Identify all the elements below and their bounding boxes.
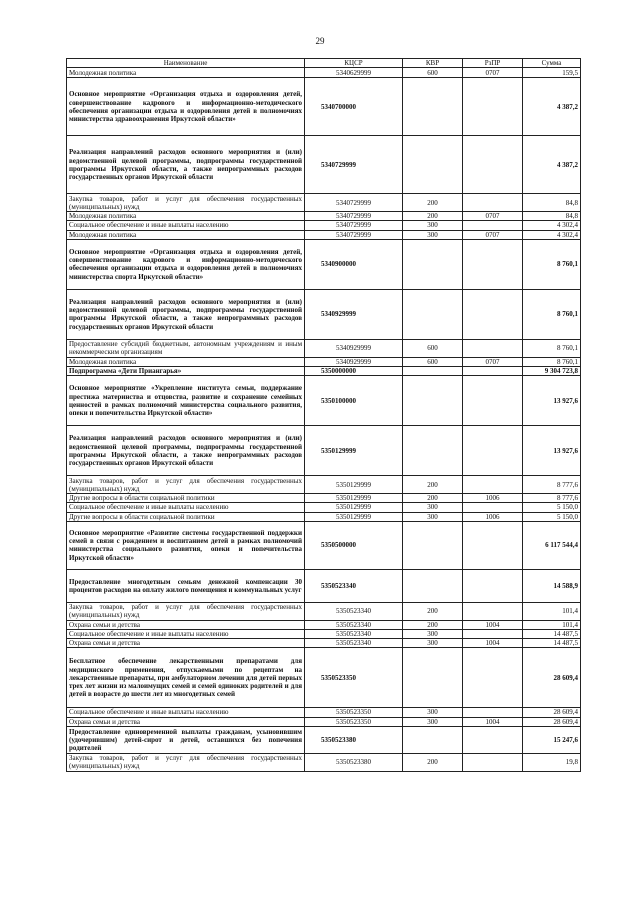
cell-name: Молодежная политика (67, 212, 305, 221)
table-row (67, 620, 581, 629)
cell-sum: 28 609,4 (523, 648, 581, 708)
cell-kvr: 300 (403, 503, 463, 512)
cell-rzpr (463, 78, 523, 136)
budget-table (66, 58, 581, 772)
cell-rzpr (463, 708, 523, 717)
cell-kcsr: 5340929999 (305, 357, 403, 366)
table-row (67, 376, 581, 426)
cell-rzpr (463, 376, 523, 426)
cell-name: Охрана семьи и детства (67, 620, 305, 629)
cell-rzpr (463, 476, 523, 494)
cell-kcsr: 5350523340 (305, 602, 403, 620)
header-name: Наименование (67, 59, 305, 68)
cell-sum: 14 487,5 (523, 630, 581, 639)
cell-rzpr (463, 136, 523, 194)
cell-name: Предоставление субсидий бюджетным, автономным учреждениям и иным некоммерческим организациям (67, 339, 305, 357)
cell-kvr (403, 239, 463, 289)
cell-kvr (403, 569, 463, 602)
cell-kvr: 300 (403, 630, 463, 639)
cell-kcsr: 5350100000 (305, 376, 403, 426)
cell-name: Реализация направлений расходов основного мероприятия и (или) ведомственной целевой программы, подпрограммы государственной программы Иркутской области, а также непрограммных расходов государственных органов Иркутской области (67, 136, 305, 194)
table-row (67, 726, 581, 753)
cell-kcsr: 5350129999 (305, 426, 403, 476)
cell-kvr: 300 (403, 708, 463, 717)
table-row (67, 717, 581, 726)
cell-name: Социальное обеспечение и иные выплаты населению (67, 221, 305, 230)
cell-kvr: 200 (403, 753, 463, 771)
cell-rzpr: 0707 (463, 230, 523, 239)
cell-kcsr: 5340929999 (305, 339, 403, 357)
cell-name: Социальное обеспечение и иные выплаты населению (67, 708, 305, 717)
cell-name: Другие вопросы в области социальной политики (67, 512, 305, 521)
cell-rzpr: 1006 (463, 512, 523, 521)
table-row (67, 753, 581, 771)
table-row (67, 68, 581, 78)
cell-rzpr (463, 569, 523, 602)
cell-kcsr: 5340700000 (305, 78, 403, 136)
cell-name: Молодежная политика (67, 357, 305, 366)
cell-kvr (403, 521, 463, 569)
table-row (67, 708, 581, 717)
cell-sum: 28 609,4 (523, 717, 581, 726)
cell-kvr: 300 (403, 717, 463, 726)
header-sum: Сумма (523, 59, 581, 68)
table-row (67, 221, 581, 230)
cell-name: Закупка товаров, работ и услуг для обеспечения государственных (муниципальных) нужд (67, 602, 305, 620)
cell-sum: 19,8 (523, 753, 581, 771)
cell-name: Молодежная политика (67, 230, 305, 239)
table-row (67, 239, 581, 289)
cell-name: Молодежная политика (67, 68, 305, 78)
cell-name: Бесплатное обеспечение лекарственными препаратами для медицинского применения, отпускаемыми по рецептам на лекарственные препараты, при амбулаторном лечении для детей первых трех лет жизни из малоимущих семей и семей одиноких родителей и для детей в возрасте до шести лет из многодетных семей (67, 648, 305, 708)
header-kcsr: КЦСР (305, 59, 403, 68)
cell-kcsr: 5350523350 (305, 717, 403, 726)
cell-kvr: 300 (403, 221, 463, 230)
cell-kvr: 600 (403, 68, 463, 78)
cell-name: Закупка товаров, работ и услуг для обеспечения государственных (муниципальных) нужд (67, 476, 305, 494)
cell-kvr: 200 (403, 494, 463, 503)
cell-sum: 6 117 544,4 (523, 521, 581, 569)
cell-kcsr: 5350129999 (305, 476, 403, 494)
cell-kcsr: 5350523380 (305, 753, 403, 771)
cell-sum: 14 487,5 (523, 639, 581, 648)
cell-rzpr (463, 367, 523, 376)
cell-name: Реализация направлений расходов основного мероприятия и (или) ведомственной целевой программы, подпрограммы государственной программы Иркутской области, а также непрограммных расходов государственных органов Иркутской области (67, 289, 305, 339)
table-row (67, 367, 581, 376)
table-row (67, 136, 581, 194)
cell-kvr (403, 726, 463, 753)
table-row (67, 602, 581, 620)
table-row (67, 230, 581, 239)
table-row (67, 426, 581, 476)
table-row (67, 569, 581, 602)
cell-sum: 4 302,4 (523, 221, 581, 230)
table-row (67, 289, 581, 339)
cell-sum: 8 760,1 (523, 339, 581, 357)
cell-kcsr: 5350523380 (305, 726, 403, 753)
cell-rzpr (463, 239, 523, 289)
table-row (67, 648, 581, 708)
cell-kvr (403, 289, 463, 339)
cell-sum: 13 927,6 (523, 426, 581, 476)
cell-kcsr: 5340929999 (305, 289, 403, 339)
cell-sum: 9 304 723,8 (523, 367, 581, 376)
cell-sum: 8 760,1 (523, 239, 581, 289)
cell-name: Социальное обеспечение и иные выплаты населению (67, 503, 305, 512)
cell-name: Основное мероприятие «Укрепление института семьи, поддержание престижа материнства и отцовства, развитие и сохранение семейных ценностей в рамках полномочий министерства социального развития, опеки и попечительства Иркутской области» (67, 376, 305, 426)
table-row (67, 194, 581, 212)
cell-kvr: 600 (403, 357, 463, 366)
cell-kcsr: 5340729999 (305, 221, 403, 230)
cell-sum: 13 927,6 (523, 376, 581, 426)
cell-sum: 159,5 (523, 68, 581, 78)
table-row (67, 630, 581, 639)
cell-rzpr: 0707 (463, 357, 523, 366)
cell-sum: 84,8 (523, 194, 581, 212)
header-rzpr: РзПР (463, 59, 523, 68)
cell-name: Основное мероприятие «Развитие системы государственной поддержки семей в связи с рождением и воспитанием детей в рамках полномочий министерства социального развития, опеки и попечительства Иркутской области» (67, 521, 305, 569)
page-number: 29 (315, 36, 325, 46)
table-row (67, 339, 581, 357)
cell-rzpr (463, 503, 523, 512)
cell-rzpr (463, 426, 523, 476)
cell-kvr (403, 136, 463, 194)
cell-kcsr: 5350523350 (305, 648, 403, 708)
cell-rzpr (463, 648, 523, 708)
cell-name: Основное мероприятие «Организация отдыха и оздоровления детей, совершенствование кадрового и информационно-методического обеспечения организации отдыха и оздоровления детей в полномочиях министерства здравоохранения Иркутской области» (67, 78, 305, 136)
table-body (67, 68, 581, 772)
cell-rzpr (463, 289, 523, 339)
table-row (67, 212, 581, 221)
cell-kvr (403, 78, 463, 136)
cell-kcsr: 5340729999 (305, 136, 403, 194)
cell-rzpr (463, 194, 523, 212)
table-row (67, 476, 581, 494)
cell-sum: 101,4 (523, 602, 581, 620)
cell-name: Социальное обеспечение и иные выплаты населению (67, 630, 305, 639)
cell-sum: 8 777,6 (523, 494, 581, 503)
cell-name: Охрана семьи и детства (67, 639, 305, 648)
cell-sum: 4 387,2 (523, 136, 581, 194)
cell-rzpr: 1004 (463, 717, 523, 726)
cell-rzpr: 1004 (463, 620, 523, 629)
cell-name: Другие вопросы в области социальной политики (67, 494, 305, 503)
cell-name: Реализация направлений расходов основного мероприятия и (или) ведомственной целевой программы, подпрограммы государственной программы Иркутской области, а также непрограммных расходов государственных органов Иркутской области (67, 426, 305, 476)
cell-kcsr: 5340629999 (305, 68, 403, 78)
table-row (67, 357, 581, 366)
cell-kvr (403, 376, 463, 426)
cell-rzpr (463, 339, 523, 357)
cell-rzpr (463, 753, 523, 771)
cell-sum: 14 588,9 (523, 569, 581, 602)
cell-name: Охрана семьи и детства (67, 717, 305, 726)
cell-kcsr: 5350523340 (305, 620, 403, 629)
table-row (67, 639, 581, 648)
cell-kcsr: 5350523340 (305, 569, 403, 602)
cell-kcsr: 5350129999 (305, 512, 403, 521)
cell-sum: 15 247,6 (523, 726, 581, 753)
cell-sum: 28 609,4 (523, 708, 581, 717)
cell-kvr: 200 (403, 194, 463, 212)
cell-kvr (403, 367, 463, 376)
table-row (67, 512, 581, 521)
cell-rzpr (463, 630, 523, 639)
cell-sum: 5 150,0 (523, 512, 581, 521)
cell-sum: 5 150,0 (523, 503, 581, 512)
cell-kvr: 200 (403, 476, 463, 494)
cell-kcsr: 5340729999 (305, 212, 403, 221)
cell-kcsr: 5350000000 (305, 367, 403, 376)
table-row (67, 78, 581, 136)
cell-sum: 8 760,1 (523, 289, 581, 339)
cell-sum: 101,4 (523, 620, 581, 629)
cell-rzpr: 1006 (463, 494, 523, 503)
cell-name: Предоставление многодетным семьям денежной компенсации 30 процентов расходов на оплату жилого помещения и коммунальных услуг (67, 569, 305, 602)
cell-kvr: 300 (403, 230, 463, 239)
cell-sum: 4 387,2 (523, 78, 581, 136)
cell-kcsr: 5350523340 (305, 630, 403, 639)
cell-kcsr: 5340900000 (305, 239, 403, 289)
header-kvr: КВР (403, 59, 463, 68)
cell-rzpr (463, 521, 523, 569)
cell-kvr (403, 426, 463, 476)
cell-rzpr: 0707 (463, 68, 523, 78)
cell-kcsr: 5350523340 (305, 639, 403, 648)
cell-sum: 8 760,1 (523, 357, 581, 366)
cell-sum: 84,8 (523, 212, 581, 221)
cell-kcsr: 5340729999 (305, 194, 403, 212)
cell-kcsr: 5340729999 (305, 230, 403, 239)
cell-rzpr (463, 221, 523, 230)
table-row (67, 521, 581, 569)
cell-kvr: 300 (403, 512, 463, 521)
cell-rzpr (463, 726, 523, 753)
cell-name: Подпрограмма «Дети Приангарья» (67, 367, 305, 376)
cell-kvr: 200 (403, 620, 463, 629)
table-row (67, 503, 581, 512)
cell-kvr (403, 648, 463, 708)
cell-sum: 4 302,4 (523, 230, 581, 239)
cell-kcsr: 5350523350 (305, 708, 403, 717)
cell-kvr: 200 (403, 212, 463, 221)
cell-kvr: 300 (403, 639, 463, 648)
cell-kvr: 200 (403, 602, 463, 620)
cell-rzpr: 0707 (463, 212, 523, 221)
cell-kvr: 600 (403, 339, 463, 357)
cell-kcsr: 5350500000 (305, 521, 403, 569)
cell-kcsr: 5350129999 (305, 503, 403, 512)
cell-name: Закупка товаров, работ и услуг для обеспечения государственных (муниципальных) нужд (67, 753, 305, 771)
cell-sum: 8 777,6 (523, 476, 581, 494)
cell-name: Основное мероприятие «Организация отдыха и оздоровления детей, совершенствование кадрового и информационно-методического обеспечения организации отдыха и оздоровления детей в полномочиях министерства спорта Иркутской области» (67, 239, 305, 289)
cell-rzpr: 1004 (463, 639, 523, 648)
table-header-row (67, 59, 581, 68)
cell-name: Предоставление единовременной выплаты гражданам, усыновившим (удочерившим) детей-сирот и детей, оставшихся без попечения родителей (67, 726, 305, 753)
cell-kcsr: 5350129999 (305, 494, 403, 503)
table-row (67, 494, 581, 503)
cell-rzpr (463, 602, 523, 620)
cell-name: Закупка товаров, работ и услуг для обеспечения государственных (муниципальных) нужд (67, 194, 305, 212)
